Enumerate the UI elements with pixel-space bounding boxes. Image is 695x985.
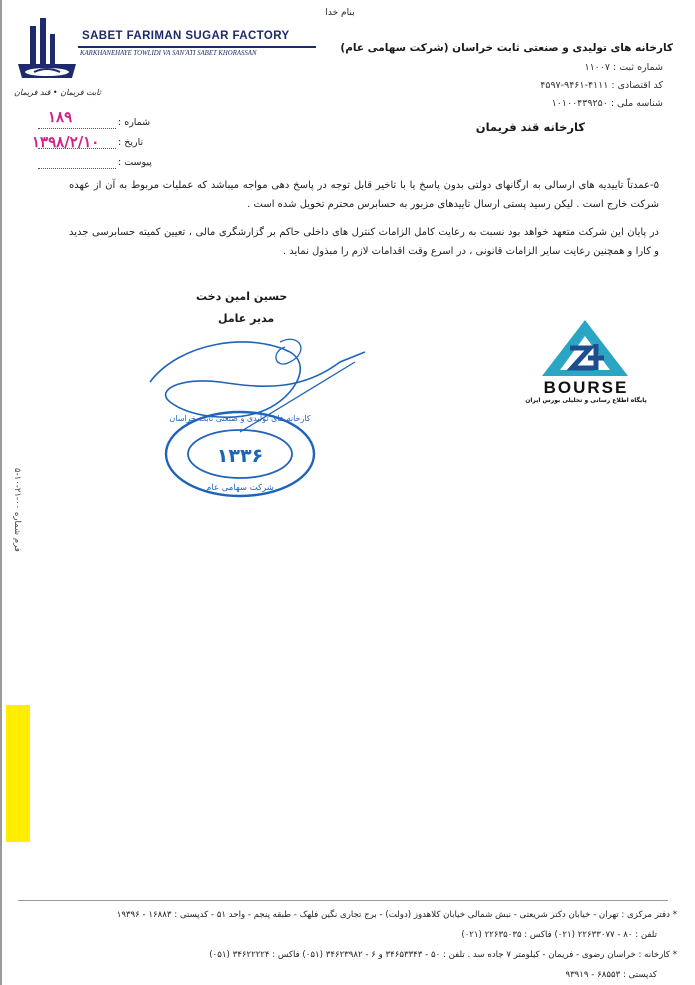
factory-name-underline — [78, 46, 316, 48]
national-id: شناسه ملی : ۱۰۱۰۰۴۳۹۲۵۰ — [551, 98, 663, 109]
logo-caption: ثابت فریمان • قند فریمان — [14, 88, 101, 97]
footer-postal-code: کدپستی : ۶۸۵۵۳ - ۹۳۹۱۹ — [565, 970, 657, 980]
stamp-year: ۱۳۳۶ — [216, 445, 264, 467]
company-stamp — [162, 408, 318, 500]
factory-name-en: SABET FARIMAN SUGAR FACTORY — [82, 30, 290, 42]
number-dots — [38, 128, 116, 129]
salutation: بنام خدا — [325, 8, 355, 18]
date-label: تاریخ : — [118, 137, 144, 148]
footer-factory-address: * کارخانه : خراسان رضوی - فریمان - کیلومتر ۷ جاده سد . تلفن : ۵۰ - ۳۴۶۵۳۳۴۳ و ۶ - ۳۴۶۲۳۹۸۲ (۰۵۱) فاکس : ۳۴۶۲۲۲۲۴ (۰۵۱) — [209, 950, 677, 960]
company-title: کارخانه های تولیدی و صنعتی ثابت خراسان (شرکت سهامی عام) — [340, 42, 673, 54]
factory-title: کارخانه قند فریمان — [475, 120, 585, 134]
letter-number: ۱۸۹ — [48, 108, 73, 126]
body-paragraph-1: ۵-عمدتاً تاییدیه های ارسالی به ارگانهای دولتی بدون پاسخ یا با تاخیر قابل توجه در پاسخ دهی مواجه میباشد که عملیات مربوط به آن از عهده شرکت خارج است . لیکن رسید پستی ارسال تاییدهای مزبور به حسابرس محترم تحویل شده است . — [69, 180, 659, 210]
letter-date: ۱۳۹۸/۲/۱۰ — [32, 133, 100, 151]
number-label: شماره : — [118, 117, 151, 128]
footer-head-office-phone: تلفن : ۸۰ - ۲۲۶۳۳۰۷۷ (۰۲۱) فاکس : ۲۲۶۳۵۰۳۵ (۰۲۱) — [461, 930, 657, 940]
footer-head-office: * دفتر مرکزی : تهران - خیابان دکتر شریعتی - نبش شمالی خیابان کلاهدوز (دولت) - برج تجاری نگین فلهک - طبقه پنجم - واحد ۵۱ - کدپستی : ۱۶۸۸۳ - ۱۹۳۹۶ — [116, 910, 677, 920]
bourse-brand: BOURSE — [543, 378, 629, 397]
attachment-label: پیوست : — [118, 157, 152, 168]
signer-name: حسین امین دخت — [196, 290, 288, 303]
highlight-marker — [6, 705, 30, 842]
body-paragraph-2: در پایان این شرکت متعهد خواهد بود نسبت به رعایت کامل الزامات کنترل های داخلی حاکم بر گزارشگری مالی ، تعیین کمیته حسابرسی جدید و کارا و همچنین رعایت سایر الزامات قانونی ، در اسرع وقت اقدامات لازم را مبذول نماید . — [69, 227, 659, 257]
economic-code: کد اقتصادی : ۴۱۱۱-۹۴۶۱-۴۵۹۷ — [540, 80, 663, 91]
form-number: فرم شماره ۰۰-۲۱-۱۰-۵ — [12, 468, 22, 552]
factory-logo-icon — [12, 14, 82, 86]
attachment-dots — [38, 168, 116, 169]
stamp-ring-text: کارخانه های تولیدی و صنعتی ثابت خراسان — [169, 414, 311, 423]
signer-title: مدیر عامل — [218, 312, 275, 325]
footer-divider — [18, 900, 668, 901]
stamp-bottom-text: شرکت سهامی عام — [206, 483, 274, 493]
bourse-logo-icon — [530, 318, 640, 378]
page-edge — [0, 0, 2, 985]
bourse-tagline: پایگاه اطلاع رسانی و تحلیلی بورس ایران — [525, 397, 647, 404]
registration-number: شماره ثبت : ۱۱۰۰۷ — [584, 62, 663, 73]
factory-subtitle-en: KARKHANEHAYE TOWLIDI VA SAN'ATI SABET KHORASSAN — [80, 50, 257, 57]
